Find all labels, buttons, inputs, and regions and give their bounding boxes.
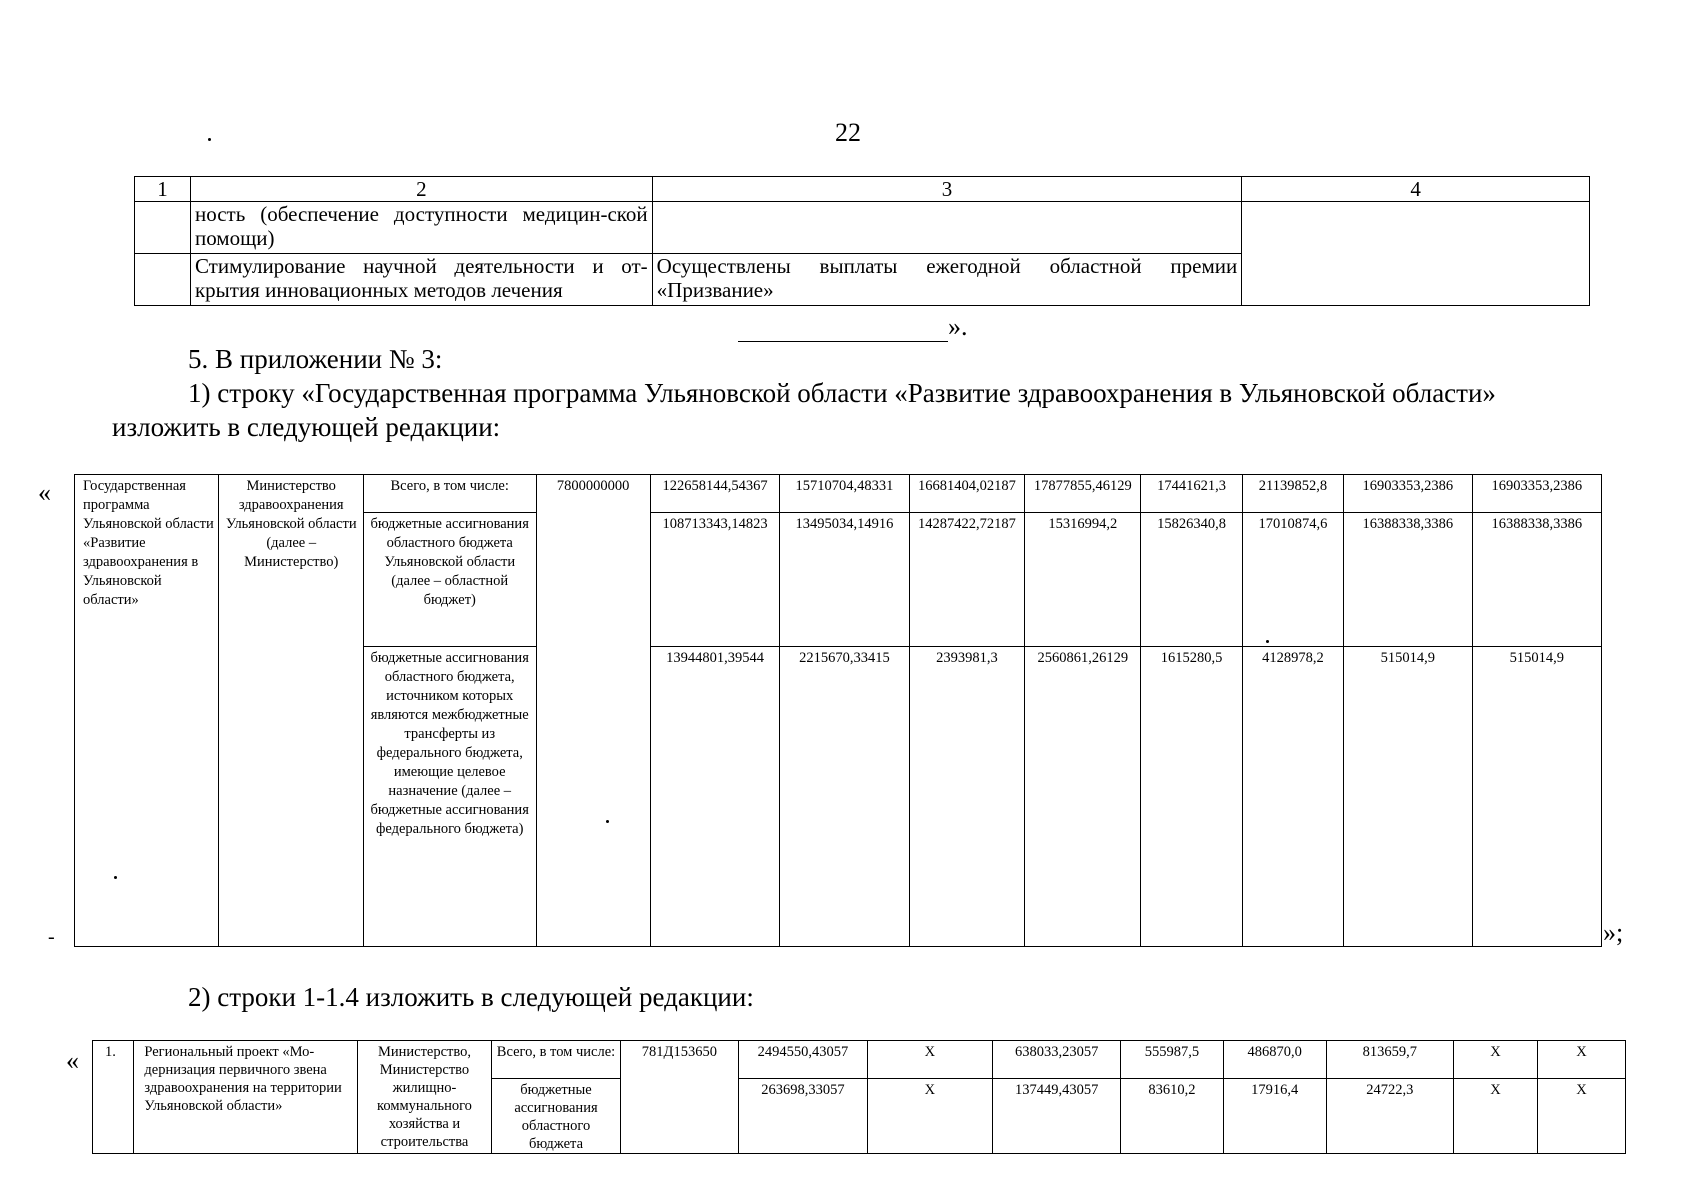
value-cell: 108713343,14823 [650, 513, 779, 647]
value-cell: 555987,5 [1121, 1041, 1223, 1079]
code-cell: 781Д153650 [620, 1041, 738, 1154]
value-cell: 83610,2 [1121, 1079, 1223, 1154]
row-label: бюджетные ассигнования областного бюджета [492, 1079, 620, 1154]
value-cell: X [867, 1079, 992, 1154]
row-number: 1. [93, 1041, 134, 1154]
value-cell: X [1537, 1041, 1625, 1079]
program-name-cell: Государственная программа Ульяновской области «Развитие здравоохранения в Ульяновской области» [75, 475, 219, 947]
ministry-cell: Министерство здравоохранения Ульяновской области (далее – Министерство) [219, 475, 363, 947]
scan-speck [1266, 640, 1269, 643]
value-cell: 15710704,48331 [780, 475, 909, 513]
value-cell: 2494550,43057 [739, 1041, 868, 1079]
item-2-text: 2) строки 1-1.4 изложить в следующей редакции: [188, 982, 754, 1012]
page-number: 22 [835, 118, 861, 147]
value-cell: 13495034,14916 [780, 513, 909, 647]
value-cell: 813659,7 [1326, 1041, 1453, 1079]
value-cell: 515014,9 [1472, 647, 1601, 947]
opening-quote: « [66, 1046, 79, 1075]
scan-speck [606, 820, 609, 823]
value-cell: 638033,23057 [993, 1041, 1121, 1079]
header-cell: 1 [135, 177, 191, 202]
value-cell: 17441621,3 [1141, 475, 1242, 513]
row-label: Всего, в том числе: [492, 1041, 620, 1079]
value-cell: X [867, 1041, 992, 1079]
ministry-cell: Министерство, Министерство жилищно-коммунального хозяйства и строительства [357, 1041, 492, 1154]
header-cell: 4 [1242, 177, 1590, 202]
scan-speck [208, 138, 211, 141]
project-name-cell: Региональный проект «Мо-дернизация первичного звена здравоохранения на территории Ульяновской области» [134, 1041, 357, 1154]
value-cell: 16388338,3386 [1344, 513, 1472, 647]
row-label: бюджетные ассигнования областного бюджета Ульяновской области (далее – областной бюджет) [363, 513, 536, 647]
value-cell: 17877855,46129 [1025, 475, 1141, 513]
value-cell: 515014,9 [1344, 647, 1472, 947]
value-cell: 15826340,8 [1141, 513, 1242, 647]
table-cell: Осуществлены выплаты ежегодной областной премии «Призвание» [652, 254, 1242, 306]
closing-quote: »; [1603, 918, 1624, 947]
project-table [92, 1040, 1626, 1154]
table-row [93, 1041, 1626, 1079]
header-cell: 3 [652, 177, 1242, 202]
value-cell: 263698,33057 [739, 1079, 868, 1154]
value-cell: 16903353,2386 [1344, 475, 1472, 513]
closing-quote: ». [948, 312, 968, 341]
value-cell: 21139852,8 [1242, 475, 1343, 513]
margin-dash: - [48, 926, 55, 948]
program-table [74, 474, 1602, 947]
value-cell: X [1453, 1079, 1537, 1154]
value-cell: 2393981,3 [909, 647, 1024, 947]
value-cell: 17916,4 [1223, 1079, 1326, 1154]
table-cell: ность (обеспечение доступности медицин-ской помощи) [190, 202, 652, 254]
value-cell: X [1453, 1041, 1537, 1079]
value-cell: 15316994,2 [1025, 513, 1141, 647]
code-cell: 7800000000 [536, 475, 650, 947]
value-cell: 122658144,54367 [650, 475, 779, 513]
value-cell: 17010874,6 [1242, 513, 1343, 647]
signature-underline [738, 319, 948, 342]
value-cell: 13944801,39544 [650, 647, 779, 947]
value-cell: 16388338,3386 [1472, 513, 1601, 647]
row-label: бюджетные ассигнования областного бюджета, источником которых являются межбюджетные трансферты из федерального бюджета, имеющие целевое назначение (далее – бюджетные ассигнования федерального бюджета) [363, 647, 536, 947]
continuation-table [134, 176, 1590, 306]
value-cell: 2215670,33415 [780, 647, 909, 947]
scan-speck [114, 876, 117, 879]
value-cell: 14287422,72187 [909, 513, 1024, 647]
value-cell: 1615280,5 [1141, 647, 1242, 947]
table-header-row [135, 177, 1590, 202]
section-heading: 5. В приложении № 3: [188, 344, 443, 374]
value-cell: 16681404,02187 [909, 475, 1024, 513]
value-cell: 2560861,26129 [1025, 647, 1141, 947]
row-label: Всего, в том числе: [363, 475, 536, 513]
table-row [75, 475, 1602, 513]
value-cell: X [1537, 1079, 1625, 1154]
table-cell: Стимулирование научной деятельности и от-крытия инновационных методов лечения [190, 254, 652, 306]
closing-line [738, 312, 968, 342]
item-1-text-continued: изложить в следующей редакции: [112, 412, 501, 442]
value-cell: 4128978,2 [1242, 647, 1343, 947]
value-cell: 16903353,2386 [1472, 475, 1601, 513]
table-row [135, 202, 1590, 254]
header-cell: 2 [190, 177, 652, 202]
value-cell: 137449,43057 [993, 1079, 1121, 1154]
value-cell: 24722,3 [1326, 1079, 1453, 1154]
item-1-text: 1) строку «Государственная программа Ульяновской области «Развитие здравоохранения в Ульяновской области» [188, 378, 1496, 408]
value-cell: 486870,0 [1223, 1041, 1326, 1079]
table-cell [652, 202, 1242, 254]
opening-quote: « [38, 478, 51, 507]
